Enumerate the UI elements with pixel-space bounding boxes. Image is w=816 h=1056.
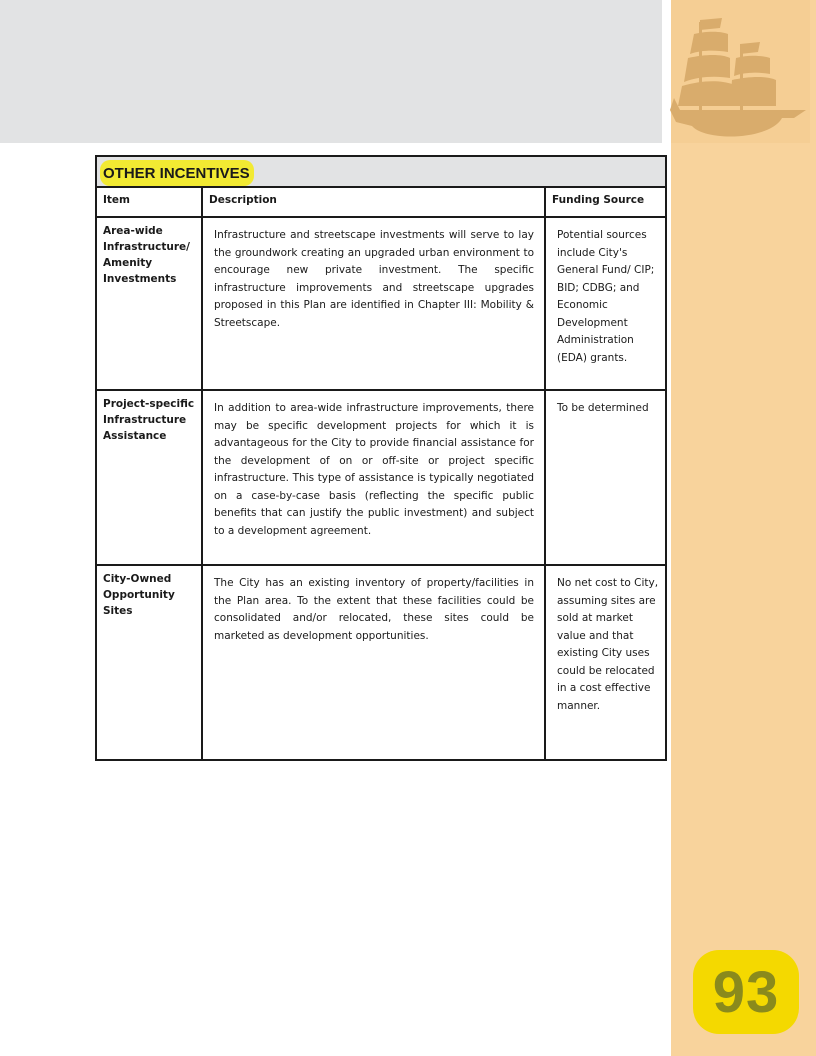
row-item: Project-specific Infrastructure Assistance bbox=[96, 390, 202, 565]
sailing-ship-icon bbox=[670, 14, 806, 142]
table-header-row bbox=[96, 187, 666, 217]
column-header-funding-source: Funding Source bbox=[545, 187, 666, 217]
column-header-item: Item bbox=[96, 187, 202, 217]
table-row bbox=[96, 390, 666, 565]
table-row bbox=[96, 565, 666, 760]
table-title-cell bbox=[96, 156, 666, 187]
row-item: City-Owned Opportunity Sites bbox=[96, 565, 202, 760]
other-incentives-table bbox=[95, 155, 667, 761]
page-number-badge bbox=[693, 950, 799, 1034]
row-description: The City has an existing inventory of property/facilities in the Plan area. To the extent that these facilities could be consolidated and/or relocated, these sites could be marketed as development opportunities. bbox=[202, 565, 545, 760]
page-number: 93 bbox=[712, 959, 780, 1025]
row-funding-source: No net cost to City, assuming sites are sold at market value and that existing City uses could be relocated in a cost effective manner. bbox=[545, 565, 666, 760]
table-title: OTHER INCENTIVES bbox=[100, 160, 254, 186]
row-funding-source: Potential sources include City's General Fund/ CIP; BID; CDBG; and Economic Development Administration (EDA) grants. bbox=[545, 217, 666, 390]
side-strip bbox=[671, 0, 816, 1056]
row-funding-source: To be determined bbox=[545, 390, 666, 565]
row-description: In addition to area-wide infrastructure improvements, there may be specific development projects for which it is advantageous for the City to provide financial assistance for the development of on or off-site or project specific infrastructure. This type of assistance is typically negotiated on a case-by-case basis (reflecting the specific public benefits that can justify the public investment) and subject to a development agreement. bbox=[202, 390, 545, 565]
row-description: Infrastructure and streetscape investments will serve to lay the groundwork creating an upgraded urban environment to encourage new private investment. The specific infrastructure improvements and streetscape upgrades proposed in this Plan are identified in Chapter III: Mobility & Streetscape. bbox=[202, 217, 545, 390]
header-band bbox=[0, 0, 662, 143]
table-title-row bbox=[96, 156, 666, 187]
column-header-description: Description bbox=[202, 187, 545, 217]
row-item: Area-wide Infrastructure/ Amenity Investments bbox=[96, 217, 202, 390]
table-row bbox=[96, 217, 666, 390]
